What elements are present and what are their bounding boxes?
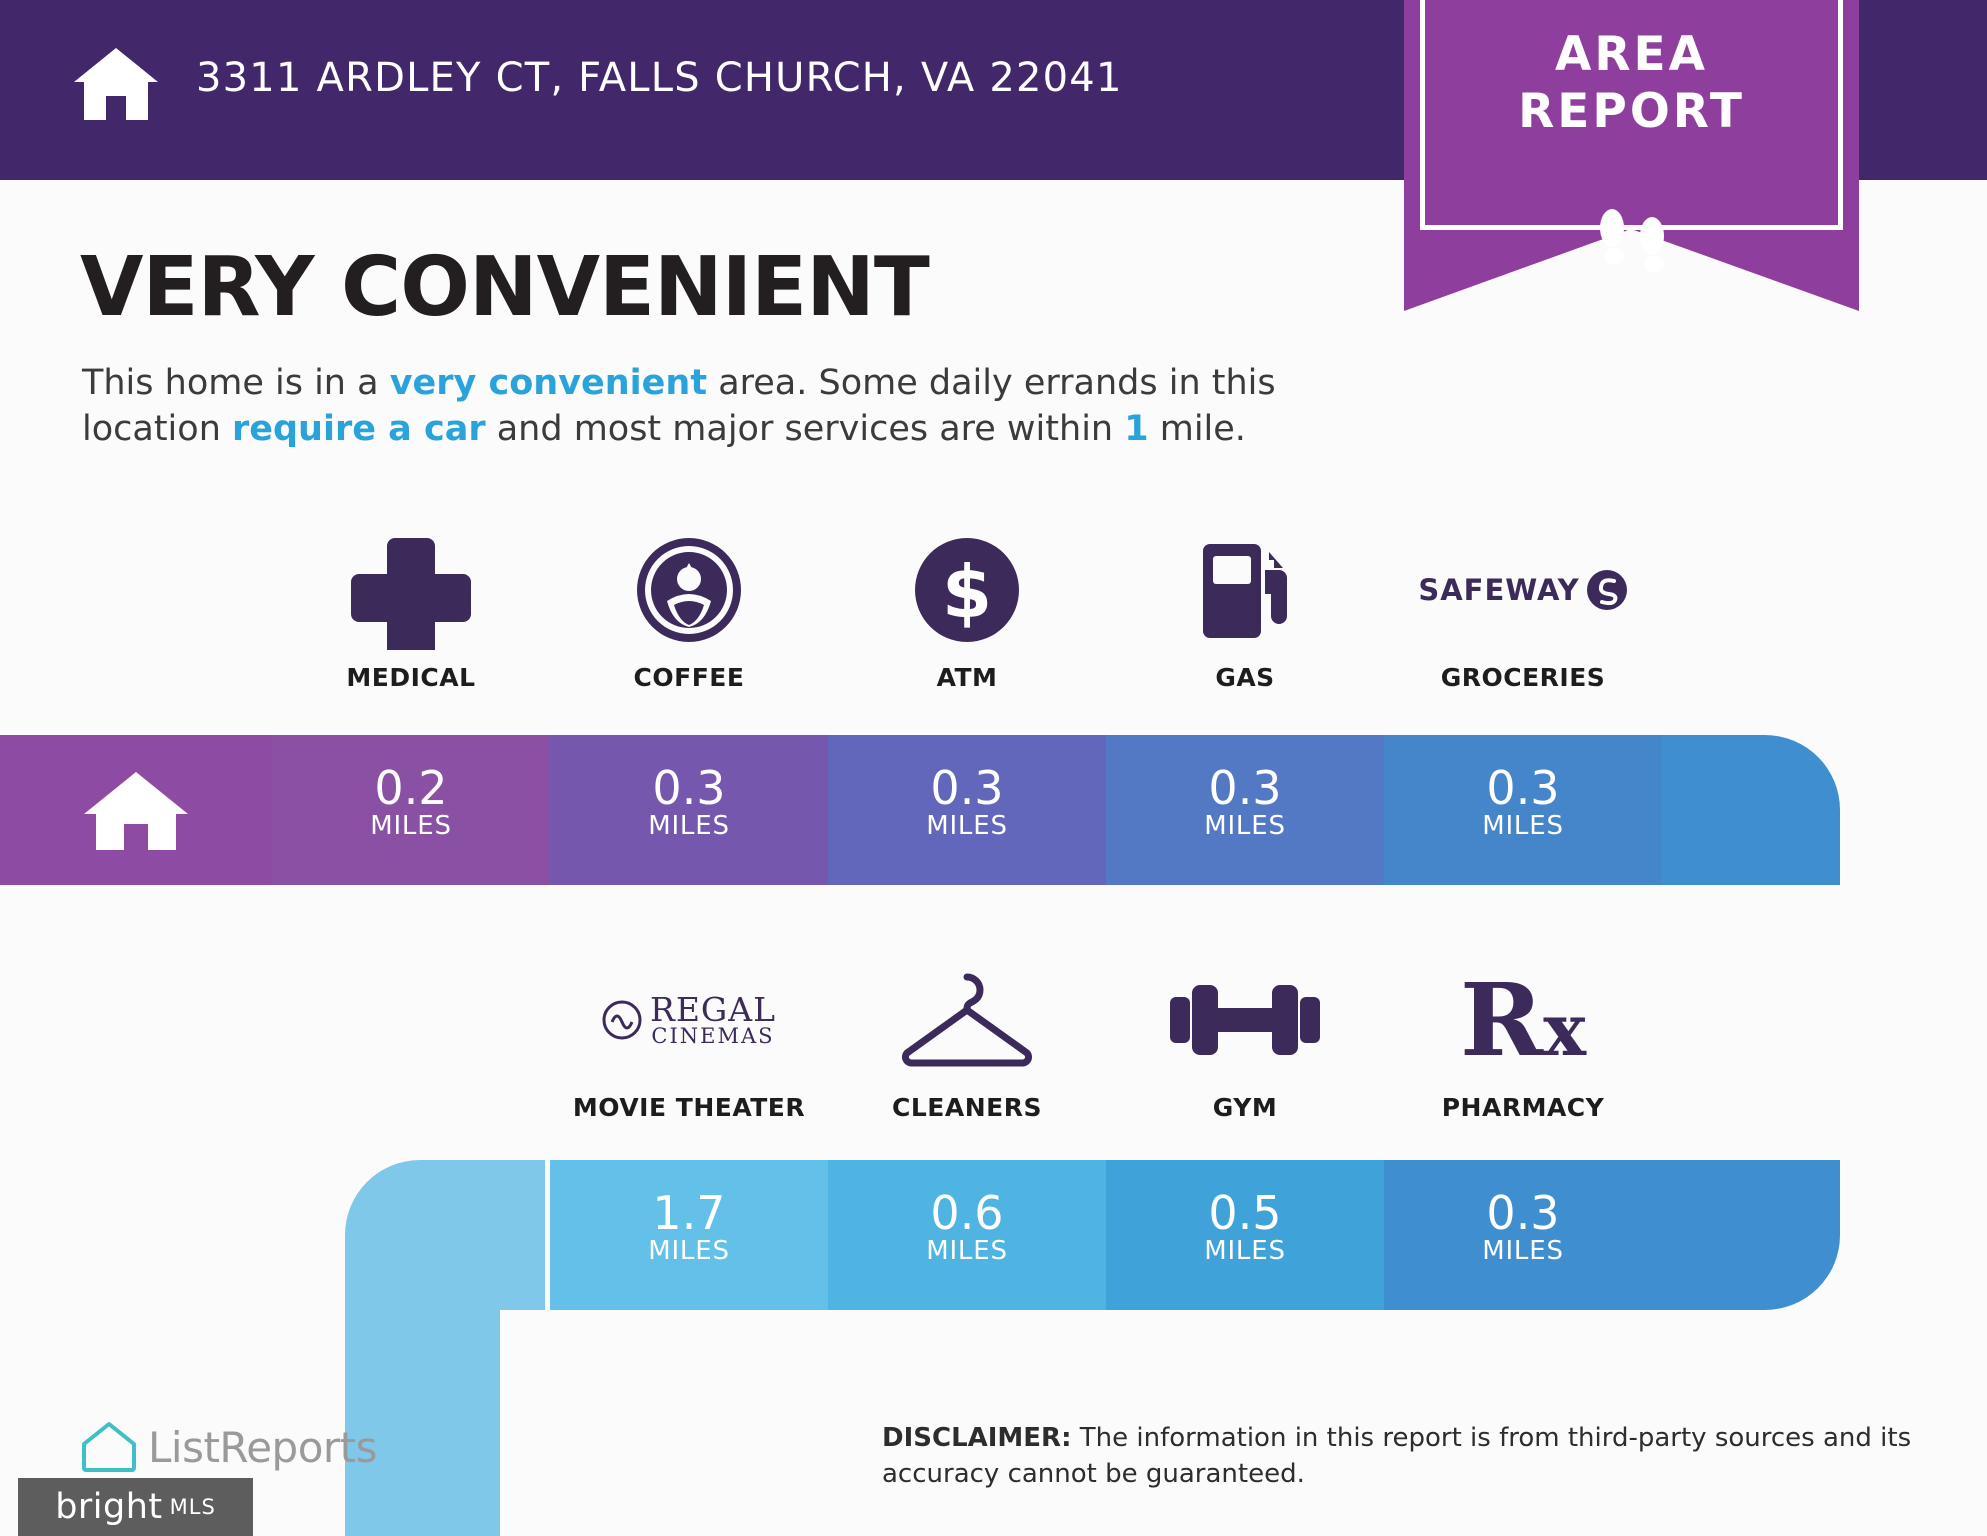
area-report-ribbon — [1404, 0, 1859, 290]
distance-unit: MILES — [648, 1236, 730, 1266]
category-gym — [1106, 955, 1384, 1122]
distance-cell-medical — [272, 735, 550, 885]
category-label: PHARMACY — [1441, 1093, 1605, 1122]
category-groceries — [1384, 525, 1662, 692]
distance-value: 0.3 — [1486, 761, 1560, 815]
distance-cell-coffee — [550, 735, 828, 885]
distance-value: 1.7 — [652, 1186, 726, 1240]
home-icon — [82, 770, 190, 852]
distance-unit: MILES — [1482, 811, 1564, 841]
intro-highlight-3: 1 — [1124, 409, 1149, 449]
intro-highlight-2: require a car — [232, 409, 486, 449]
intro-text-1: This home is in a — [82, 363, 390, 403]
listreports-name: ListReports — [148, 1422, 378, 1472]
distance-value: 0.3 — [930, 761, 1004, 815]
distance-cell-movie-theater — [550, 1160, 828, 1310]
category-gas — [1106, 525, 1384, 692]
disclaimer-text: The information in this report is from third-party sources and its accuracy cannot be guaranteed. — [882, 1423, 1912, 1489]
safeway-logo-icon: SAFEWAY — [1384, 525, 1662, 655]
distance-cell-pharmacy — [1384, 1160, 1662, 1310]
distance-unit: MILES — [648, 811, 730, 841]
distance-cell-cleaners — [828, 1160, 1106, 1310]
listreports-logo-icon — [80, 1418, 138, 1476]
clothes-hanger-icon — [828, 955, 1106, 1085]
brightmls-logo — [18, 1478, 253, 1536]
medical-cross-icon — [272, 525, 550, 655]
distance-value: 0.6 — [930, 1186, 1004, 1240]
distance-unit: MILES — [1204, 811, 1286, 841]
category-label: ATM — [936, 663, 998, 692]
intro-highlight-1: very convenient — [389, 363, 708, 403]
distance-unit: MILES — [926, 1236, 1008, 1266]
category-label: MOVIE THEATER — [572, 1093, 806, 1122]
distance-cell-atm — [828, 735, 1106, 885]
brightmls-name: bright — [55, 1487, 163, 1527]
intro-text-3: and most major services are within — [485, 409, 1125, 449]
category-label: CLEANERS — [892, 1093, 1042, 1122]
page-title: VERY CONVENIENT — [80, 240, 929, 335]
rx-icon: Rx — [1459, 961, 1587, 1079]
distance-value: 0.3 — [1208, 761, 1282, 815]
footprints-icon — [1594, 206, 1674, 276]
distance-unit: MILES — [1482, 1236, 1564, 1266]
category-coffee — [550, 525, 828, 692]
ribbon-title-line1: AREA — [1554, 27, 1709, 82]
brightmls-suffix: MLS — [169, 1495, 216, 1519]
intro-text-4: mile. — [1148, 409, 1246, 449]
dumbbell-icon — [1106, 955, 1384, 1085]
svg-text:$: $ — [941, 550, 993, 634]
row1-icons — [0, 525, 1987, 715]
category-pharmacy — [1384, 955, 1662, 1122]
category-label: MEDICAL — [346, 663, 476, 692]
disclaimer — [882, 1420, 1942, 1492]
disclaimer-label: DISCLAIMER: — [882, 1423, 1072, 1453]
row2-icons — [0, 955, 1987, 1155]
regal-cinemas-logo-icon: REGAL CINEMAS — [550, 955, 828, 1085]
intro-text-2: area. Some daily errands in this location — [82, 363, 1276, 449]
distance-value: 0.5 — [1208, 1186, 1282, 1240]
category-medical — [272, 525, 550, 692]
gas-pump-icon — [1106, 525, 1384, 655]
listreports-logo — [80, 1418, 377, 1476]
starbucks-logo-icon — [550, 525, 828, 655]
distance-value: 0.3 — [1486, 1186, 1560, 1240]
distance-cell-gas — [1106, 735, 1384, 885]
category-atm — [828, 525, 1106, 692]
category-label: GAS — [1215, 663, 1275, 692]
distance-cell-gym — [1106, 1160, 1384, 1310]
property-address: 3311 ARDLEY CT, FALLS CHURCH, VA 22041 — [196, 55, 1123, 101]
distance-unit: MILES — [1204, 1236, 1286, 1266]
ribbon-title — [1404, 26, 1859, 140]
distance-value: 0.2 — [374, 761, 448, 815]
distance-unit: MILES — [370, 811, 452, 841]
category-label: COFFEE — [633, 663, 745, 692]
bar2-left-cap — [345, 1160, 545, 1310]
distance-cell-groceries — [1384, 735, 1662, 885]
category-label: GYM — [1212, 1093, 1278, 1122]
category-label: GROCERIES — [1440, 663, 1606, 692]
home-icon — [70, 38, 162, 130]
category-cleaners — [828, 955, 1106, 1122]
distance-value: 0.3 — [652, 761, 726, 815]
bar1-home-cell — [0, 735, 272, 885]
distance-unit: MILES — [926, 811, 1008, 841]
ribbon-title-line2: REPORT — [1518, 84, 1745, 139]
category-movie-theater — [550, 955, 828, 1122]
dollar-circle-icon — [828, 525, 1106, 655]
summary-paragraph — [82, 360, 1402, 452]
